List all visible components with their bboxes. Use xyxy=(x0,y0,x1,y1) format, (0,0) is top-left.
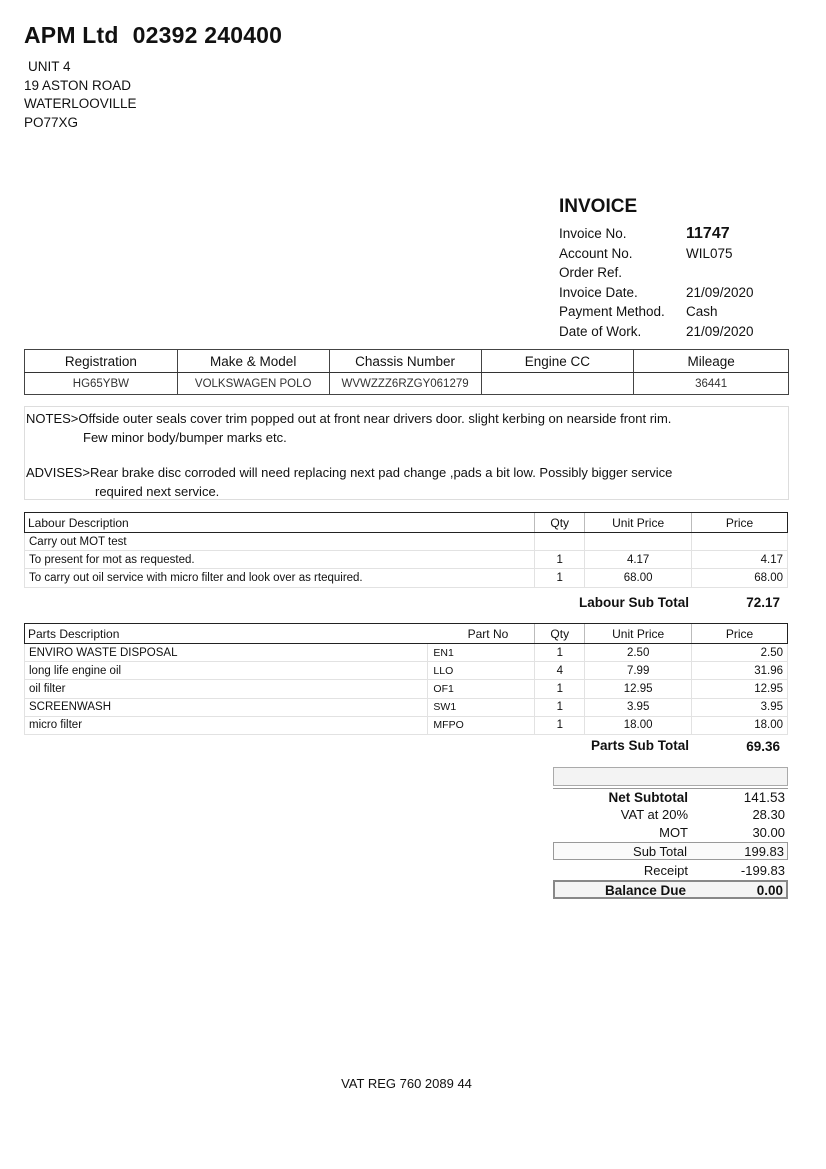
field-label: Invoice No. xyxy=(559,226,627,242)
balance-due-row xyxy=(553,880,788,899)
field-label: Invoice Date. xyxy=(559,284,638,300)
registration: HG65YBW xyxy=(25,373,178,395)
price: 31.96 xyxy=(692,662,788,680)
mot-row xyxy=(553,824,788,842)
date-of-work: 21/09/2020 xyxy=(686,323,754,339)
unit-price: 7.99 xyxy=(585,662,692,680)
balance-due-value: 0.00 xyxy=(756,883,783,898)
part-no-header: Part No xyxy=(428,624,535,644)
receipt-label: Receipt xyxy=(643,863,688,878)
table-row xyxy=(25,551,788,569)
unit-price: 2.50 xyxy=(585,644,692,662)
part-desc: long life engine oil xyxy=(25,662,428,680)
chassis-number: WVWZZZ6RZGY061279 xyxy=(329,373,481,395)
header-registration: Registration xyxy=(25,350,178,373)
price: 68.00 xyxy=(692,569,788,587)
advises xyxy=(26,464,672,501)
company-name: APM Ltd xyxy=(24,22,119,48)
vehicle-table xyxy=(24,349,789,395)
receipt-row xyxy=(553,862,788,880)
table-row xyxy=(25,716,788,734)
parts-subtotal-label: Parts Sub Total xyxy=(591,738,690,753)
sub-total-label: Sub Total xyxy=(633,844,687,859)
invoice-number-row xyxy=(559,224,799,244)
table-row xyxy=(25,662,788,680)
net-subtotal-label: Net Subtotal xyxy=(608,790,688,805)
address-line: 19 ASTON ROAD xyxy=(24,77,132,93)
invoice-date-row xyxy=(559,283,799,303)
advises-line: required next service. xyxy=(95,483,220,499)
totals-blank-box xyxy=(553,767,788,786)
payment-method: Cash xyxy=(686,304,718,320)
header-mileage: Mileage xyxy=(634,350,789,373)
qty xyxy=(535,533,585,551)
account-number-row xyxy=(559,244,799,264)
table-row xyxy=(25,569,788,587)
table-row xyxy=(25,644,788,662)
net-subtotal-value: 141.53 xyxy=(743,790,785,805)
qty: 1 xyxy=(535,569,585,587)
price xyxy=(692,533,788,551)
vehicle-header-row xyxy=(25,350,789,373)
field-label: Account No. xyxy=(559,245,633,261)
parts-header-row xyxy=(25,624,788,644)
invoice-title: INVOICE xyxy=(559,196,638,217)
unit-price: 3.95 xyxy=(585,698,692,716)
vat-value: 28.30 xyxy=(752,807,785,822)
labour-header-row xyxy=(25,513,788,533)
part-no: SW1 xyxy=(428,698,535,716)
qty: 1 xyxy=(535,698,585,716)
table-row xyxy=(25,698,788,716)
field-label: Order Ref. xyxy=(559,265,623,281)
sub-total-row xyxy=(553,842,788,860)
header-make-model: Make & Model xyxy=(177,350,329,373)
parts-subtotal xyxy=(591,738,784,756)
payment-method-row xyxy=(559,302,799,322)
price: 2.50 xyxy=(692,644,788,662)
receipt-value: -199.83 xyxy=(740,863,785,878)
company-phone: 02392 240400 xyxy=(132,22,283,48)
sub-total-value: 199.83 xyxy=(744,844,784,859)
advises-line: ADVISES>Rear brake disc corroded will need replacing next pad change ,pads a bit low. Possibly bigger service xyxy=(26,465,673,480)
parts-table xyxy=(24,623,788,735)
unit-price: 18.00 xyxy=(585,716,692,734)
unit-price-header: Unit Price xyxy=(585,513,692,533)
part-desc: oil filter xyxy=(25,680,428,698)
unit-price xyxy=(585,533,692,551)
vat-row xyxy=(553,806,788,824)
unit-price: 4.17 xyxy=(585,551,692,569)
labour-desc: Carry out MOT test xyxy=(25,533,535,551)
notes-line: Few minor body/bumper marks etc. xyxy=(83,429,287,445)
part-no: MFPO xyxy=(428,716,535,734)
field-label: Payment Method. xyxy=(559,304,665,320)
header-engine-cc: Engine CC xyxy=(481,350,634,373)
part-desc: ENVIRO WASTE DISPOSAL xyxy=(25,644,428,662)
address-line: WATERLOOVILLE xyxy=(24,96,137,111)
address-line: PO77XG xyxy=(24,114,79,130)
company-address xyxy=(24,58,137,132)
qty: 1 xyxy=(535,680,585,698)
table-row xyxy=(25,680,788,698)
price-header: Price xyxy=(692,624,788,644)
notes-line: NOTES>Offside outer seals cover trim popped out at front near drivers door. slight kerbing on nearside front rim. xyxy=(26,411,672,426)
part-no: EN1 xyxy=(428,644,535,662)
vat-registration: VAT REG 760 2089 44 xyxy=(341,1076,472,1091)
invoice-number: 11747 xyxy=(686,224,730,242)
qty-header: Qty xyxy=(535,624,585,644)
labour-desc: To present for mot as requested. xyxy=(25,551,535,569)
price: 12.95 xyxy=(692,680,788,698)
account-number: WIL075 xyxy=(686,245,733,261)
part-desc: SCREENWASH xyxy=(25,698,428,716)
net-subtotal-row xyxy=(553,788,788,806)
vehicle-value-row xyxy=(25,373,789,395)
price-header: Price xyxy=(692,513,788,533)
labour-desc-header: Labour Description xyxy=(25,513,535,533)
invoice-info xyxy=(559,224,799,341)
qty: 4 xyxy=(535,662,585,680)
mileage: 36441 xyxy=(634,373,789,395)
mot-label: MOT xyxy=(659,825,688,840)
header-chassis: Chassis Number xyxy=(329,350,481,373)
unit-price: 12.95 xyxy=(585,680,692,698)
labour-subtotal xyxy=(579,595,784,613)
part-desc: micro filter xyxy=(25,716,428,734)
parts-desc-header: Parts Description xyxy=(25,624,428,644)
invoice-date: 21/09/2020 xyxy=(686,284,754,300)
table-row xyxy=(25,533,788,551)
part-no: LLO xyxy=(428,662,535,680)
labour-subtotal-label: Labour Sub Total xyxy=(579,595,689,610)
date-of-work-row xyxy=(559,322,799,342)
price: 18.00 xyxy=(692,716,788,734)
parts-subtotal-value: 69.36 xyxy=(746,739,780,754)
field-label: Date of Work. xyxy=(559,323,642,339)
qty-header: Qty xyxy=(535,513,585,533)
unit-price: 68.00 xyxy=(585,569,692,587)
notes xyxy=(26,410,671,447)
company-header xyxy=(24,22,282,49)
labour-desc: To carry out oil service with micro filter and look over as rtequired. xyxy=(25,569,535,587)
qty: 1 xyxy=(535,644,585,662)
qty: 1 xyxy=(535,551,585,569)
unit-price-header: Unit Price xyxy=(585,624,692,644)
labour-subtotal-value: 72.17 xyxy=(746,595,780,610)
engine-cc xyxy=(481,373,634,395)
qty: 1 xyxy=(535,716,585,734)
address-line: UNIT 4 xyxy=(28,59,71,74)
labour-table xyxy=(24,512,788,588)
vat-label: VAT at 20% xyxy=(620,807,688,822)
balance-due-label: Balance Due xyxy=(604,883,686,898)
make-model: VOLKSWAGEN POLO xyxy=(177,373,329,395)
part-no: OF1 xyxy=(428,680,535,698)
price: 4.17 xyxy=(692,551,788,569)
order-ref-row xyxy=(559,263,799,283)
price: 3.95 xyxy=(692,698,788,716)
mot-value: 30.00 xyxy=(752,825,785,840)
